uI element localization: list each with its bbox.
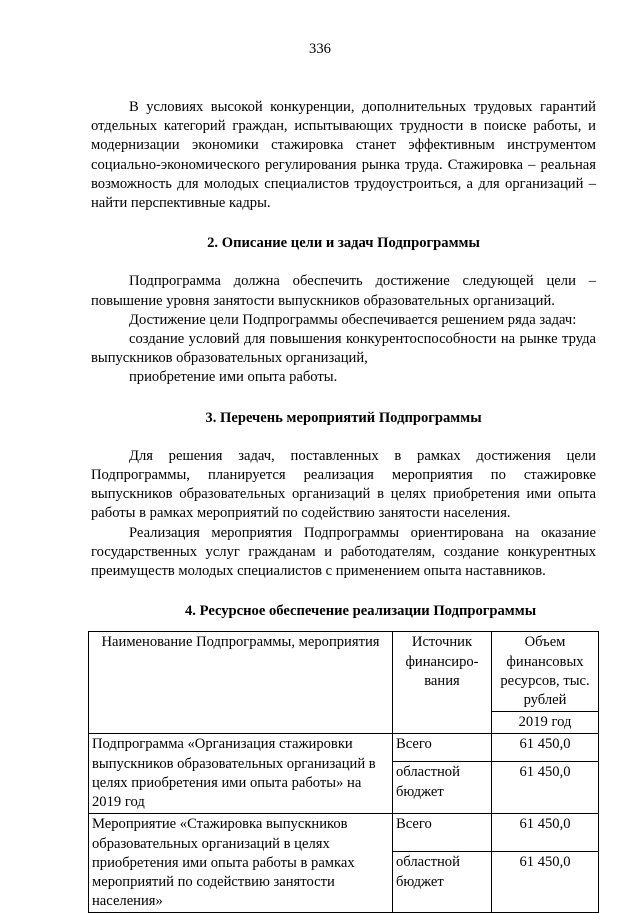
section-4-title: 4. Ресурсное обеспечение реализации Подпрограммы [185, 603, 537, 620]
header-year: 2019 год [492, 712, 599, 734]
section-3-title: 3. Перечень мероприятий Подпрограммы [205, 409, 482, 426]
header-source: Источник финансиро-вания [393, 632, 492, 734]
table-row [89, 734, 599, 762]
row-2-source-total: Всего [393, 814, 492, 852]
header-volume: Объем финансовых ресурсов, тыс. рублей [492, 632, 599, 712]
section-2-paragraph-2: Достижение цели Подпрограммы обеспечивается решением ряда задач: [129, 311, 577, 328]
row-2-value-region: 61 450,0 [492, 852, 599, 913]
row-2-name: Мероприятие «Стажировка выпускников образовательных организаций в целях приобретения ими опыта работы в рамках мероприятий по содействию занятости населения» [89, 814, 393, 913]
row-2-source-region: областной бюджет [393, 852, 492, 913]
section-3-paragraph-1: Для решения задач, поставленных в рамках достижения цели Подпрограммы, планируется реализация мероприятия по стажировке выпускников образовательных организаций в целях приобретения ими опыта работы в рамках мероприятий по содействию занятости населения. [91, 447, 596, 522]
row-1-value-region: 61 450,0 [492, 762, 599, 814]
row-2-value-total: 61 450,0 [492, 814, 599, 852]
row-1-name: Подпрограмма «Организация стажировки выпускников образовательных организаций в целях приобретения ими опыта работы» на 2019 год [89, 734, 393, 814]
intro-paragraph: В условиях высокой конкуренции, дополнительных трудовых гарантий отдельных категорий граждан, испытывающих трудности в поиске работы, и модернизации экономики стажировка станет эффективным инструментом социально-экономического регулирования рынка труда. Стажировка – реальная возможность для молодых специалистов трудоустроиться, а для организаций – найти перспективные кадры. [91, 99, 596, 212]
row-1-source-total: Всего [393, 734, 492, 762]
row-1-source-region: областной бюджет [393, 762, 492, 814]
resource-table [88, 631, 599, 913]
page-number: 336 [309, 41, 331, 57]
header-name: Наименование Подпрограммы, мероприятия [89, 632, 393, 734]
document-body [91, 98, 596, 913]
row-1-value-total: 61 450,0 [492, 734, 599, 762]
section-3-paragraph-2: Реализация мероприятия Подпрограммы ориентирована на оказание государственных услуг гражданам и работодателям, создание конкурентных преимуществ молодых специалистов с применением опыта наставников. [91, 524, 596, 580]
section-2-paragraph-1: Подпрограмма должна обеспечить достижение следующей цели – повышение уровня занятости выпускников образовательных организаций. [91, 273, 596, 309]
section-2-title: 2. Описание цели и задач Подпрограммы [207, 235, 480, 252]
section-2-paragraph-4: приобретение ими опыта работы. [129, 369, 338, 386]
section-2-paragraph-3: создание условий для повышения конкурентоспособности на рынке труда выпускников образовательных организаций, [91, 331, 596, 367]
table-header-row [89, 632, 599, 712]
table-row [89, 814, 599, 852]
